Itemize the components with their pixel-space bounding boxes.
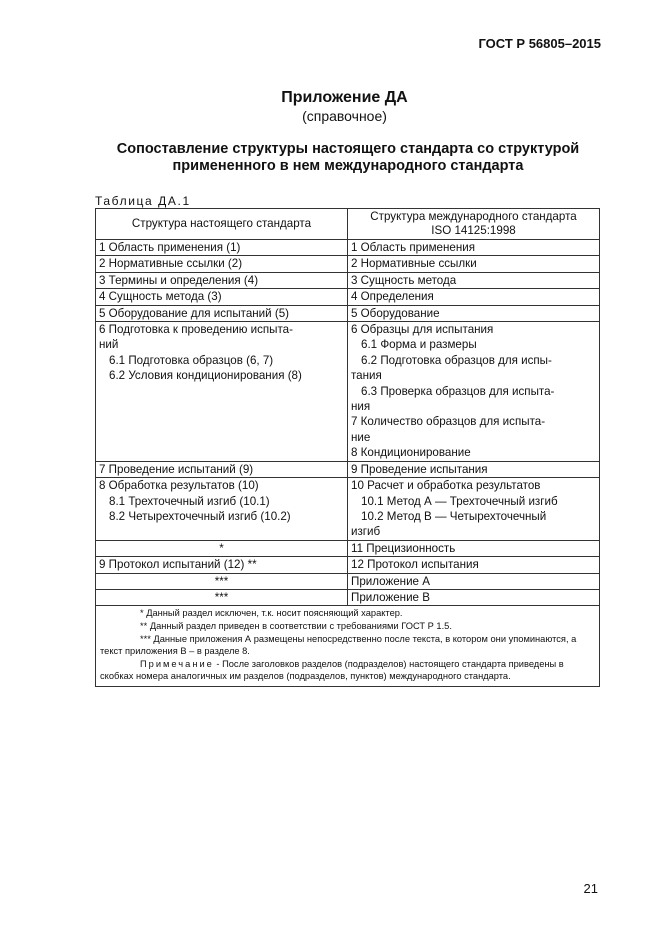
footnote-3: *** Данные приложения А размещены непосредственно после текста, в котором они упоминаются, а текст приложения В – в разделе 8. (100, 633, 577, 657)
cell-line: 1 Область применения (351, 241, 476, 254)
cell-national-structure (96, 540, 348, 556)
table-note (100, 658, 595, 683)
cell-international-structure (348, 272, 600, 288)
cell-line: 2 Нормативные ссылки (351, 257, 477, 271)
standard-designation: ГОСТ Р 56805–2015 (478, 36, 601, 51)
cell-national-structure (96, 289, 348, 305)
cell-line: 6.1 Подготовка образцов (6, 7) (109, 353, 274, 367)
cell-international-structure (348, 289, 600, 305)
cell-line: 9 Протокол испытаний (12) ** (99, 558, 257, 572)
cell-national-structure (96, 272, 348, 288)
cell-line: 10.1 Метод А — Трехточечный изгиб (361, 494, 558, 508)
table-row (96, 478, 600, 541)
cell-international-structure (348, 478, 600, 541)
cell-line: тания (351, 369, 382, 383)
cell-line: 1 Область применения (1) (99, 241, 241, 254)
structure-comparison-table (95, 208, 600, 687)
table-row (96, 256, 600, 272)
cell-line: 6.3 Проверка образцов для испыта- (361, 384, 555, 398)
cell-line: ния (351, 400, 371, 414)
cell-line: 8.2 Четырехточечный изгиб (10.2) (109, 509, 291, 523)
page-number: 21 (583, 881, 598, 896)
column-header-international-line-1: Структура международного стандарта (370, 210, 577, 223)
table-notes-row (96, 606, 600, 687)
column-header-international-line-2: ISO 14125:1998 (431, 224, 516, 237)
cell-line: 11 Прецизионность (351, 541, 456, 555)
cell-line: 10 Расчет и обработка результатов (351, 479, 541, 493)
cell-line: 5 Оборудование для испытаний (5) (99, 306, 290, 320)
cell-line: 3 Сущность метода (351, 273, 457, 287)
cell-national-structure (96, 589, 348, 605)
cell-line: 5 Оборудование (351, 306, 440, 320)
appendix-heading (92, 141, 604, 175)
heading-line-1: Сопоставление структуры настоящего стандарта со структурой (116, 141, 580, 157)
cell-international-structure (348, 573, 600, 589)
cell-line: 6.1 Форма и размеры (361, 338, 477, 352)
cell-line: 3 Термины и определения (4) (99, 273, 259, 287)
footnote-1: * Данный раздел исключен, т.к. носит поясняющий характер. (140, 608, 403, 619)
cell-line: 7 Количество образцов для испыта- (351, 415, 546, 429)
heading-line-2: примененного в нем международного стандарта (172, 158, 524, 174)
table-row (96, 322, 600, 462)
cell-line: 7 Проведение испытаний (9) (99, 462, 254, 476)
cell-national-structure (96, 573, 348, 589)
cell-line: ние (351, 430, 371, 444)
cell-line: * (219, 541, 224, 555)
table-row (96, 240, 600, 256)
table-row (96, 589, 600, 605)
table-row (96, 573, 600, 589)
cell-national-structure (96, 256, 348, 272)
table-row (96, 289, 600, 305)
cell-national-structure (96, 305, 348, 321)
cell-line: 12 Протокол испытания (351, 558, 479, 572)
table-label: Таблица ДА.1 (95, 194, 191, 208)
cell-line: 8 Кондиционирование (351, 446, 471, 460)
cell-line: 8 Обработка результатов (10) (99, 479, 259, 493)
cell-international-structure (348, 240, 600, 256)
cell-line: 2 Нормативные ссылки (2) (99, 257, 243, 271)
cell-international-structure (348, 256, 600, 272)
cell-international-structure (348, 589, 600, 605)
table-row (96, 272, 600, 288)
cell-national-structure (96, 461, 348, 477)
table-row (96, 557, 600, 573)
table-header-row (96, 209, 600, 240)
cell-line: 6 Подготовка к проведению испыта- (99, 323, 293, 337)
table-notes (96, 606, 600, 687)
column-header-national: Структура настоящего стандарта (96, 209, 348, 240)
cell-national-structure (96, 322, 348, 462)
cell-line: изгиб (351, 525, 381, 539)
cell-line: 10.2 Метод В — Четырехточечный (361, 509, 547, 523)
cell-line: 8.1 Трехточечный изгиб (10.1) (109, 494, 270, 508)
cell-line: *** (214, 574, 229, 588)
cell-international-structure (348, 322, 600, 462)
cell-international-structure (348, 540, 600, 556)
cell-line: Приложение А (351, 574, 430, 588)
cell-line: 6.2 Подготовка образцов для испы- (361, 353, 552, 367)
cell-line: Приложение В (351, 590, 430, 604)
cell-line: 6.2 Условия кондиционирования (8) (109, 369, 302, 383)
table-row (96, 461, 600, 477)
cell-international-structure (348, 305, 600, 321)
cell-line: ний (99, 338, 119, 352)
footnote-2: ** Данный раздел приведен в соответствии с требованиями ГОСТ Р 1.5. (140, 620, 452, 631)
cell-line: 6 Образцы для испытания (351, 323, 494, 337)
table-row (96, 540, 600, 556)
cell-international-structure (348, 557, 600, 573)
appendix-title: Приложение ДА (281, 89, 408, 106)
cell-line: 4 Сущность метода (3) (99, 290, 222, 304)
note-word: Примечание (140, 658, 214, 669)
cell-national-structure (96, 478, 348, 541)
cell-line: *** (214, 590, 229, 604)
note-text: - После заголовков разделов (подразделов) настоящего стандарта приведены в скобках номера аналогичных им разделов (подразделов, пунктов) международного стандарта. (100, 658, 564, 682)
cell-national-structure (96, 557, 348, 573)
table-row (96, 305, 600, 321)
cell-line: 9 Проведение испытания (351, 462, 488, 476)
cell-national-structure (96, 240, 348, 256)
appendix-subtitle: (справочное) (302, 108, 387, 124)
cell-international-structure (348, 461, 600, 477)
cell-line: 4 Определения (351, 290, 434, 304)
column-header-international (348, 209, 600, 240)
